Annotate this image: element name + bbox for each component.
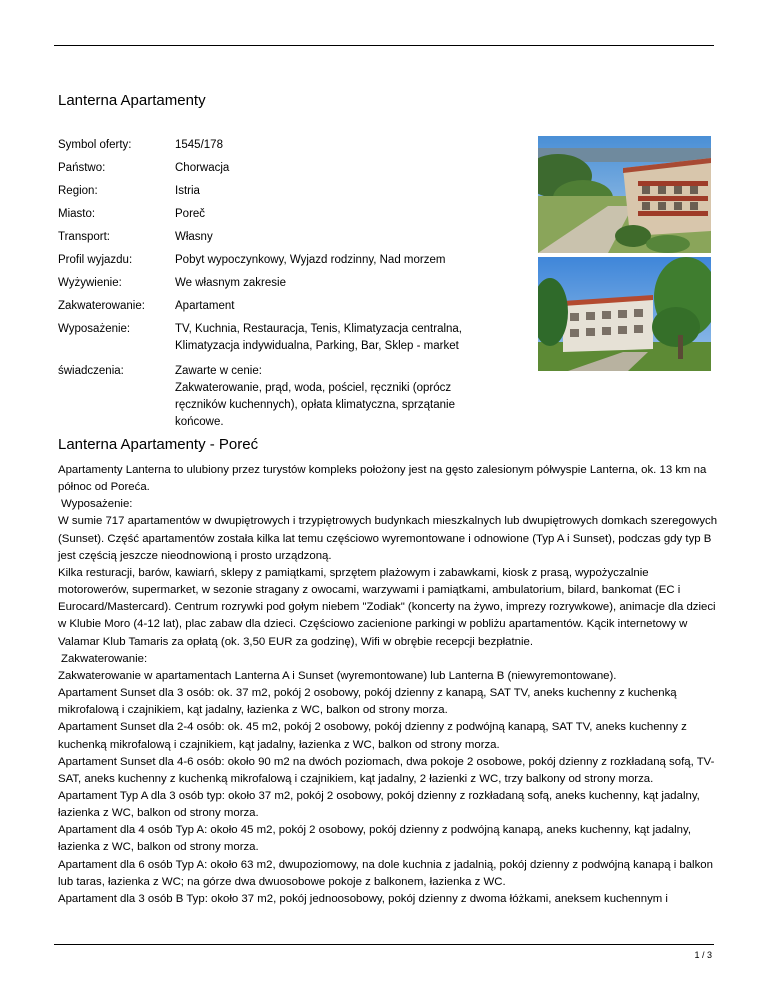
paragraph: Zakwaterowanie w apartamentach Lanterna A i Sunset (wyremontowane) lub Lanterna B (niewyremontowane). xyxy=(58,669,617,682)
detail-value-line: Pobyt wypoczynkowy, Wyjazd rodzinny, Nad morzem xyxy=(175,254,446,266)
detail-label: świadczenia: xyxy=(58,365,124,377)
paragraph: W sumie 717 apartamentów w dwupiętrowych i trzypiętrowych budynkach mieszkalnych lub dwupiętrowych domkach szeregowych (Sunset). Część apartamentów została kilka lat temu częściowo wyremontowane i odnowione (Typ A i Sunset), podczas gdy typ B jest częścią jeszcze nieodnowioną i prosto urządzoną. xyxy=(58,515,718,562)
paragraph: Apartament dla 6 osób Typ A: około 63 m2, dwupoziomowy, na dole kuchnia z jadalnią, pokój dzienny z podwójną kanapą i balkon lub taras, łazienka z WC; na górze dwa dwuosobowe pokoje z balkonem, łazienka z WC. xyxy=(58,858,713,888)
offer-title: Lanterna Apartamenty xyxy=(58,92,206,109)
detail-label: Transport: xyxy=(58,231,110,243)
detail-row xyxy=(58,321,518,355)
paragraph: Apartament Typ A dla 3 osób typ: około 37 m2, pokój 2 osobowy, pokój dzienny z rozkładaną sofą, aneks kuchenny, kąt jadalny, łazienka z WC, balkon od strony morza. xyxy=(58,789,700,820)
detail-value xyxy=(175,160,510,177)
paragraph: Apartament Sunset dla 3 osób: ok. 37 m2, pokój 2 osobowy, pokój dzienny z kanapą, SAT TV, aneks kuchenny z kuchenką mikrofalową i czajnikiem, kąt jadalny, łazienka z WC, balkon od strony morza. xyxy=(58,687,677,717)
detail-value xyxy=(175,206,510,223)
detail-label: Profil wyjazdu: xyxy=(58,254,133,266)
detail-row xyxy=(58,275,518,292)
hotel-photo-building xyxy=(538,257,711,371)
detail-value xyxy=(175,229,510,246)
detail-value-line: We własnym zakresie xyxy=(175,277,286,289)
detail-label: Państwo: xyxy=(58,162,106,174)
paragraph: Apartamenty Lanterna to ulubiony przez turystów kompleks położony jest na gęsto zalesionym półwyspie Lanterna, ok. 13 km na północ od Poreća. xyxy=(58,464,707,494)
detail-row xyxy=(58,160,518,177)
paragraph: Kilka resturacji, barów, kawiarń, sklepy z pamiątkami, sprzętem plażowym i zabawkami, kiosk z prasą, wypożyczalnie motorowerów, supermarket, w sezonie stragany z owocami, warzywami i pamiątkami, ambulatorium, bilard, bankomat (EC i Eurocard/Mastercard). Centrum rozrywki pod gołym niebem "Zodiak" (koncerty na żywo, imprezy rozrywkowe), animacje dla dzieci w Klubie Moro (4-12 lat), plac zabaw dla dzieci. Częściowo zacienione parkingi w pobliżu apartamentów. Kącik internetowy w Valamar Klub Tamaris za opłatą (ok. 3,50 EUR za godzinę), Wifi w obrębie recepcji bezpłatnie. xyxy=(58,566,716,648)
detail-value-line: 1545/178 xyxy=(175,139,223,151)
detail-value-line: TV, Kuchnia, Restauracja, Tenis, Klimatyzacja centralna, xyxy=(175,323,463,335)
detail-value-line: Zawarte w cenie: xyxy=(175,365,262,377)
detail-label: Wyposażenie: xyxy=(58,323,131,335)
detail-value xyxy=(175,363,510,431)
detail-row xyxy=(58,206,518,223)
hotel-photo-aerial xyxy=(538,136,711,253)
paragraph: Apartament Sunset dla 2-4 osób: ok. 45 m2, pokój 2 osobowy, pokój dzienny z podwójną kanapą, SAT TV, aneks kuchenny z kuchenką mikrofalową i czajnikiem, kąt jadalny, łazienka z WC, balkon od strony morza. xyxy=(58,721,687,751)
detail-value-line: Własny xyxy=(175,231,213,243)
detail-value xyxy=(175,183,510,200)
detail-label: Region: xyxy=(58,185,98,197)
detail-row xyxy=(58,298,518,315)
detail-value-line: Poreč xyxy=(175,208,206,220)
detail-label: Wyżywienie: xyxy=(58,277,122,289)
detail-value-line: Istria xyxy=(175,185,200,197)
detail-value-line: ręczników kuchennych), opłata klimatyczna, sprzątanie xyxy=(175,399,455,411)
section-title: Lanterna Apartamenty - Poreć xyxy=(58,436,259,453)
detail-value xyxy=(175,321,510,355)
description-body xyxy=(58,462,718,908)
detail-value xyxy=(175,137,510,154)
detail-row xyxy=(58,252,518,269)
offer-details-table xyxy=(58,137,518,431)
page-number: 1 / 3 xyxy=(694,950,712,960)
detail-row xyxy=(58,363,518,431)
subheading: Zakwaterowanie: xyxy=(61,652,148,665)
bottom-divider xyxy=(54,944,714,945)
detail-value xyxy=(175,275,510,292)
detail-value-line: Klimatyzacja indywidualna, Parking, Bar, Sklep - market xyxy=(175,340,459,352)
detail-value-line: Apartament xyxy=(175,300,235,312)
detail-value xyxy=(175,252,510,269)
detail-label: Zakwaterowanie: xyxy=(58,300,145,312)
detail-row xyxy=(58,137,518,154)
paragraph: Apartament dla 4 osób Typ A: około 45 m2, pokój 2 osobowy, pokój dzienny z podwójną kanapą, aneks kuchenny, kąt jadalny, łazienka z WC, balkon od strony morza. xyxy=(58,824,692,854)
detail-row xyxy=(58,183,518,200)
detail-value-line: końcowe. xyxy=(175,416,224,428)
subheading: Wyposażenie: xyxy=(61,498,133,511)
top-divider xyxy=(54,45,714,46)
paragraph: Apartament dla 3 osób B Typ: około 37 m2, pokój jednoosobowy, pokój dzienny z dwoma łóżkami, aneksem kuchennym i xyxy=(58,892,668,905)
detail-value-line: Zakwaterowanie, prąd, woda, pościel, ręczniki (oprócz xyxy=(175,382,452,394)
detail-value-line: Chorwacja xyxy=(175,162,230,174)
detail-row xyxy=(58,229,518,246)
paragraph: Apartament Sunset dla 4-6 osób: około 90 m2 na dwóch poziomach, dwa pokoje 2 osobowe, pokój dzienny z rozkładaną sofą, TV-SAT, aneks kuchenny z kuchenką mikrofalową i czajnikiem, kąt jadalny, 2 łazienki z WC, trzy balkony od strony morza. xyxy=(58,755,715,785)
detail-label: Miasto: xyxy=(58,208,96,220)
detail-label: Symbol oferty: xyxy=(58,139,132,151)
detail-value xyxy=(175,298,510,315)
